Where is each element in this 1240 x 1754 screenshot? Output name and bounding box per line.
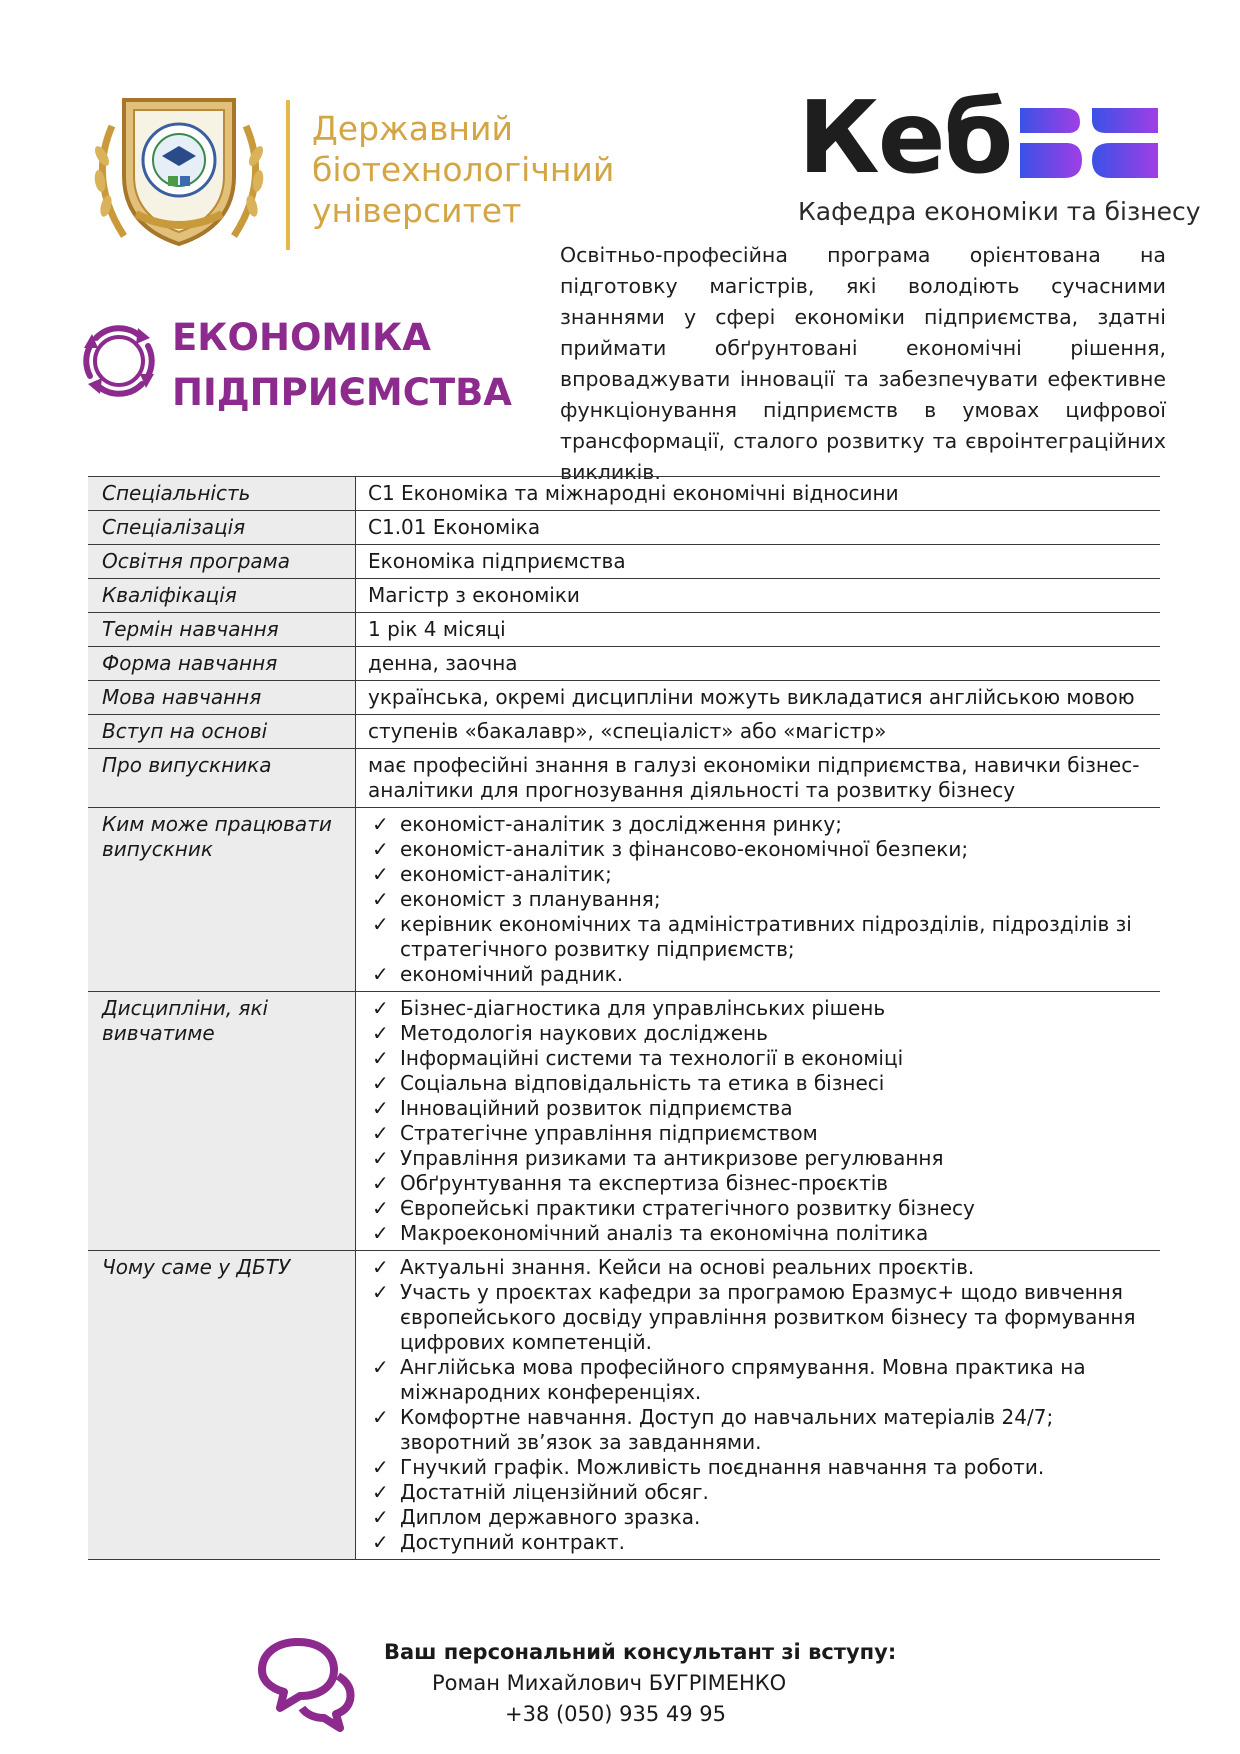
list-item [368, 1505, 1150, 1530]
list-item-text: Методологія наукових досліджень [400, 1021, 768, 1045]
check-icon: ✓ [372, 887, 389, 911]
table-row-entry [88, 714, 1160, 748]
check-icon: ✓ [372, 1046, 389, 1070]
table-row-language [88, 680, 1160, 714]
list-item-text: Інформаційні системи та технології в економіці [400, 1046, 904, 1070]
list-item-text: Макроекономічний аналіз та економічна політика [400, 1221, 929, 1245]
row-value [356, 808, 1160, 991]
row-value: ступенів «бакалавр», «спеціаліст» або «магістр» [368, 719, 887, 743]
cycle-arrows-icon [76, 318, 162, 404]
list-item-text: Комфортне навчання. Доступ до навчальних матеріалів 24/7; зворотний зв’язок за завданнями. [400, 1405, 1054, 1454]
row-value: C1 Економіка та міжнародні економічні відносини [368, 481, 899, 505]
table-row-qualification [88, 578, 1160, 612]
check-icon: ✓ [372, 1196, 389, 1220]
check-icon: ✓ [372, 812, 389, 836]
row-value: Магістр з економіки [368, 583, 580, 607]
row-label: Ким може працювати випускник [88, 808, 356, 991]
row-label: Вступ на основі [88, 715, 356, 748]
list-item [368, 862, 1150, 887]
why-list [368, 1255, 1150, 1555]
list-item [368, 812, 1150, 837]
check-icon: ✓ [372, 1121, 389, 1145]
consultant-name: Роман Михайлович БУГРІМЕНКО [432, 1671, 787, 1695]
list-item-text: Англійська мова професійного спрямування. Мовна практика на міжнародних конференціях. [400, 1355, 1086, 1404]
row-value: денна, заочна [368, 651, 518, 675]
list-item-text: керівник економічних та адміністративних підрозділів, підрозділів зі стратегічного розвитку підприємств; [400, 912, 1132, 961]
row-value [356, 992, 1160, 1250]
list-item [368, 1355, 1150, 1405]
check-icon: ✓ [372, 1480, 389, 1504]
check-icon: ✓ [372, 837, 389, 861]
check-icon: ✓ [372, 1221, 389, 1245]
table-row-careers [88, 807, 1160, 991]
table-row-graduate [88, 748, 1160, 807]
university-name-line-3: університет [312, 191, 522, 230]
check-icon: ✓ [372, 1096, 389, 1120]
row-label: Освітня програма [88, 545, 356, 578]
university-name [312, 108, 614, 231]
header-divider [286, 100, 290, 250]
list-item-text: економіст з планування; [400, 887, 661, 911]
university-name-line-2: біотехнологічний [312, 150, 615, 189]
program-description: Освітньо-професійна програма орієнтована на підготовку магістрів, які володіють сучасними знаннями у сфері економіки підприємства, здатні приймати обґрунтовані економічні рішення, впроваджувати інновації та забезпечувати ефективне функціонування підприємств в умовах цифрової трансформації, сталого розвитку та євроінтеграційних викликів. [560, 243, 1166, 484]
list-item [368, 1071, 1150, 1096]
list-item-text: Стратегічне управління підприємством [400, 1121, 818, 1145]
row-value: 1 рік 4 місяці [368, 617, 506, 641]
check-icon: ✓ [372, 962, 389, 986]
check-icon: ✓ [372, 912, 389, 936]
check-icon: ✓ [372, 1455, 389, 1479]
row-value: C1.01 Економіка [368, 515, 541, 539]
program-title [172, 310, 512, 420]
university-name-line-1: Державний [312, 109, 513, 148]
table-row-specialty [88, 476, 1160, 510]
list-item-text: Соціальна відповідальність та етика в бізнесі [400, 1071, 885, 1095]
list-item [368, 837, 1150, 862]
list-item [368, 1480, 1150, 1505]
check-icon: ✓ [372, 996, 389, 1020]
list-item [368, 1171, 1150, 1196]
list-item [368, 1530, 1150, 1555]
row-label: Дисципліни, які вивчатиме [88, 992, 356, 1250]
row-label: Про випускника [88, 749, 356, 807]
list-item-text: економічний радник. [400, 962, 624, 986]
row-value: українська, окремі дисципліни можуть викладатися англійською мовою [368, 685, 1135, 709]
table-row-why [88, 1250, 1160, 1560]
list-item-text: Інноваційний розвиток підприємства [400, 1096, 793, 1120]
list-item-text: Доступний контракт. [400, 1530, 625, 1554]
check-icon: ✓ [372, 1021, 389, 1045]
list-item-text: економіст-аналітик; [400, 862, 612, 886]
table-row-program [88, 544, 1160, 578]
consultant-title: Ваш персональний консультант зі вступу: [384, 1640, 897, 1664]
list-item [368, 1096, 1150, 1121]
check-icon: ✓ [372, 862, 389, 886]
list-item [368, 1280, 1150, 1355]
chat-bubbles-icon [254, 1632, 358, 1732]
table-row-specialization [88, 510, 1160, 544]
row-value: має професійні знання в галузі економіки підприємства, навички бізнес-аналітики для прогнозування діяльності та розвитку бізнесу [368, 753, 1140, 802]
row-value [356, 1251, 1160, 1559]
department-logo-text: Кеб [798, 79, 1012, 196]
table-row-duration [88, 612, 1160, 646]
list-item-text: Достатній ліцензійний обсяг. [400, 1480, 709, 1504]
list-item [368, 1221, 1150, 1246]
university-seal-logo [84, 86, 274, 256]
check-icon: ✓ [372, 1071, 389, 1095]
list-item [368, 1121, 1150, 1146]
check-icon: ✓ [372, 1355, 389, 1379]
row-label: Мова навчання [88, 681, 356, 714]
list-item [368, 912, 1150, 962]
list-item-text: Обґрунтування та експертиза бізнес-проєктів [400, 1171, 889, 1195]
row-label: Кваліфікація [88, 579, 356, 612]
consultant-phone[interactable]: +38 (050) 935 49 95 [505, 1702, 727, 1726]
list-item [368, 1196, 1150, 1221]
list-item-text: Управління ризиками та антикризове регулювання [400, 1146, 944, 1170]
check-icon: ✓ [372, 1171, 389, 1195]
list-item-text: Актуальні знання. Кейси на основі реальних проєктів. [400, 1255, 975, 1279]
list-item [368, 1046, 1150, 1071]
careers-list [368, 812, 1150, 987]
table-row-form [88, 646, 1160, 680]
row-label: Спеціалізація [88, 511, 356, 544]
list-item-text: Бізнес-діагностика для управлінських рішень [400, 996, 886, 1020]
list-item [368, 1455, 1150, 1480]
list-item [368, 887, 1150, 912]
list-item [368, 1021, 1150, 1046]
check-icon: ✓ [372, 1255, 389, 1279]
list-item [368, 1405, 1150, 1455]
list-item-text: економіст-аналітик з дослідження ринку; [400, 812, 842, 836]
row-label: Спеціальність [88, 477, 356, 510]
list-item-text: Гнучкий графік. Можливість поєднання навчання та роботи. [400, 1455, 1045, 1479]
disciplines-list [368, 996, 1150, 1246]
list-item-text: Європейські практики стратегічного розвитку бізнесу [400, 1196, 975, 1220]
table-row-disciplines [88, 991, 1160, 1250]
list-item [368, 1255, 1150, 1280]
list-item-text: Диплом державного зразка. [400, 1505, 701, 1529]
program-info-table [88, 476, 1160, 1560]
list-item-text: економіст-аналітик з фінансово-економічної безпеки; [400, 837, 969, 861]
check-icon: ✓ [372, 1405, 389, 1429]
row-label: Чому саме у ДБТУ [88, 1251, 356, 1559]
check-icon: ✓ [372, 1280, 389, 1304]
row-label: Термін навчання [88, 613, 356, 646]
check-icon: ✓ [372, 1505, 389, 1529]
check-icon: ✓ [372, 1530, 389, 1554]
row-value: Економіка підприємства [368, 549, 626, 573]
list-item [368, 962, 1150, 987]
row-label: Форма навчання [88, 647, 356, 680]
list-item-text: Участь у проєктах кафедри за програмою Еразмус+ щодо вивчення європейського досвіду управління розвитком бізнесу та формування цифрових компетенцій. [400, 1280, 1136, 1354]
list-item [368, 1146, 1150, 1171]
department-logo-mark [1020, 108, 1158, 178]
list-item [368, 996, 1150, 1021]
department-name: Кафедра економіки та бізнесу [798, 197, 1201, 226]
program-title-line-1: ЕКОНОМІКА [172, 316, 431, 359]
program-title-line-2: ПІДПРИЄМСТВА [172, 371, 512, 414]
check-icon: ✓ [372, 1146, 389, 1170]
